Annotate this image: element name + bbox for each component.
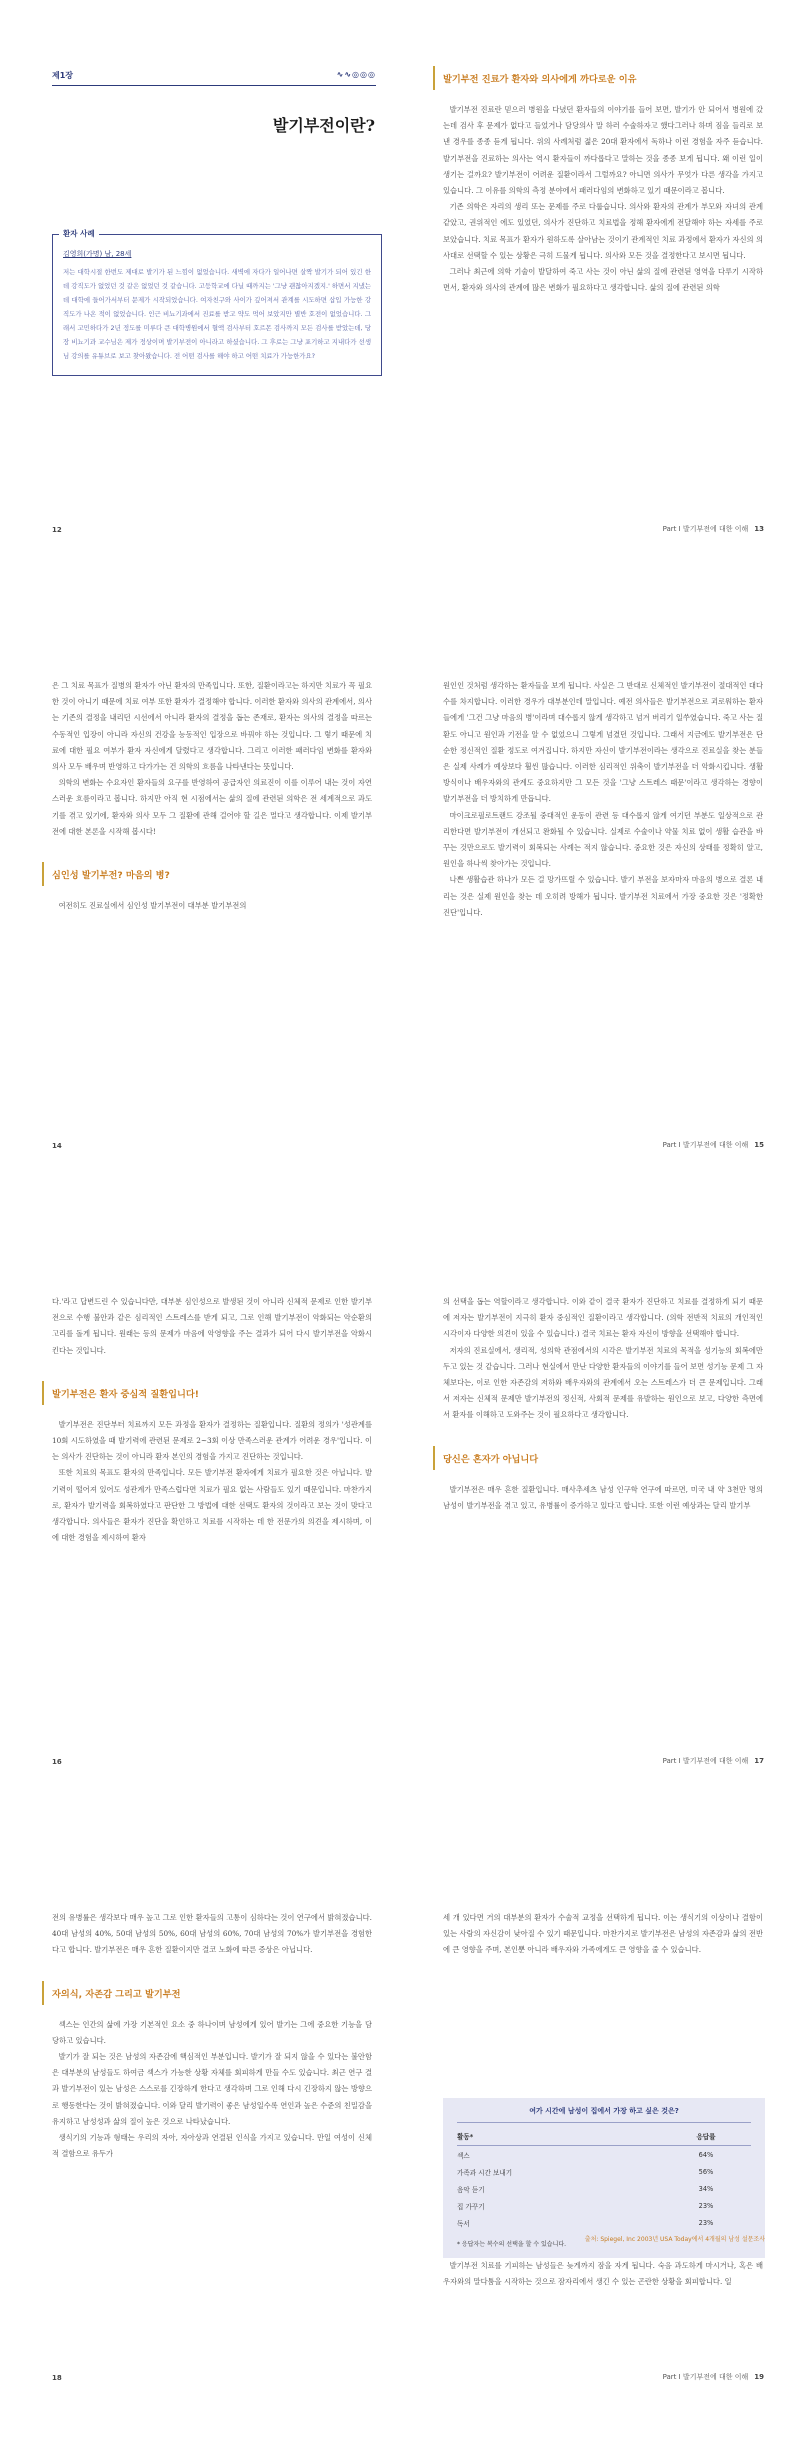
running-head: Part I 발기부전에 대한 이해	[662, 1757, 749, 1765]
paragraph: 원인인 것처럼 생각하는 환자들을 보게 됩니다. 사실은 그 반대로 신체적인 발기부전이 절대적인 대다수를 차지합니다. 이러한 경우가 대부분인데 말입니다. 예전 의사들은 발기부전으로 괴로워하는 환자들에게 '그건 그냥 마음의 병'이라며 대수롭지 않게 생각하고 넘겨 버리기 일쑤였습니다. 죽고 사는 질환도 아니고 원인과 기전을 알 수 없었으니 그렇게 넘겼던 것입니다. 그래서 지금에도 발기부전은 단순한 정신적인 질환 정도로 여겨집니다. 하지만 자신이 발기부전이라는 생각으로 진료실을 찾는 분들은 실제 사례가 예상보다 훨씬 많습니다. 이러한 심리적인 위축이 발기부전을 더 악화시킵니다. 생활 방식이나 배우자와의 관계도 중요하지만 그 모든 것을 '그냥 스트레스 때문'이라고 생각하는 경향이 발기부전을 더 방치하게 만듭니다.	[443, 681, 763, 804]
paragraph: 발기가 잘 되는 것은 남성의 자존감에 핵심적인 부분입니다. 발기가 잘 되지 않을 수 있다는 불안함은 대부분의 남성들도 하여금 섹스가 가능한 상황 자체를 회피하게 만들 수도 있습니다. 최근 연구 결과 발기부전이 있는 남성은 스스로를 긴장하게 한다고 생각하며 그로 인해 다시 긴장하지 않는 방향으로 행동한다는 것이 밝혀졌습니다. 이와 달리 발기력이 좋은 남성일수록 연인과 높은 수준의 친밀감을 유지하고 남성성과 삶의 질이 높은 것으로 나타났습니다.	[52, 2052, 372, 2126]
section-heading: 발기부전 진료가 환자와 의사에게 까다로운 이유	[433, 66, 763, 90]
table-title: 여가 시간에 남성이 집에서 가장 하고 싶은 것은?	[457, 2106, 751, 2123]
page-number: 12	[52, 526, 62, 534]
activity-cell: 음악 듣기	[457, 2185, 485, 2194]
folio	[663, 524, 764, 534]
paragraph: 의 선택을 돕는 역할이라고 생각합니다. 이와 같이 결국 환자가 진단하고 치료를 결정하게 되기 때문에 저자는 발기부전이 지극히 환자 중심적인 질환이라고 생각합니다. (의학 전반적 치료의 개인적인 시각이자 다양한 의견이 있을 수 있습니다.) 결국 치료는 환자 자신이 방향을 선택해야 합니다.	[443, 1297, 763, 1339]
paragraph: 은 그 치료 목표가 질병의 환자가 아닌 환자의 만족입니다. 또한, 질환이라고는 하지만 치료가 꼭 필요한 것이 아니기 때문에 치료 여부 또한 환자가 결정해야 합니다. 이러한 환자와 의사의 관계에서, 의사는 기존의 결정을 내리던 시선에서 아니라 환자의 결정을 돕는 존재로, 환자는 의사의 결정을 따르는 수동적인 입장이 아니라 자신의 건강을 능동적인 입장으로 바꿔야 하는 것입니다. 그 렇기 때문에 치료에 대한 필요 여부가 환자 자신에게 달렸다고 생각합니다. 그리고 이러한 패러다임 변화를 환자와 의사 모두 배우며 반영하고 다가가는 건 의학의 흐름을 나타낸다는 뜻입니다.	[52, 681, 372, 772]
page-number: 17	[754, 1757, 764, 1765]
running-head: Part I 발기부전에 대한 이해	[662, 525, 749, 533]
folio	[52, 526, 62, 534]
spread-12-13	[0, 0, 810, 560]
body-text	[52, 1910, 372, 2162]
paragraph: 마이크로필로트랜드 강조될 중대적인 운동이 관련 등 대수롭지 않게 여기던 부분도 일상적으로 관리한다면 발기부전이 개선되고 완화될 수 있습니다. 실제로 수술이나 약물 치료 없이 생활 습관을 바꾸는 것만으로도 발기력이 회복되는 사례는 적지 않습니다. 중요한 것은 자신의 상태를 정확히 알고, 원인을 하나씩 찾아가는 것입니다.	[443, 810, 763, 869]
table-footnote: * 응답자는 복수의 선택을 할 수 있습니다.	[457, 2241, 567, 2248]
paragraph: 여전히도 진료실에서 심인성 발기부전이 대부분 발기부전의	[58, 901, 247, 911]
activity-cell: 섹스	[457, 2151, 470, 2160]
header-activity: 활동*	[457, 2127, 661, 2146]
body-text-after-table	[443, 2258, 763, 2290]
paragraph: 그러나 최근에 의학 기술이 발달하여 죽고 사는 것이 아닌 삶의 질에 관련된 영역을 다루기 시작하면서, 환자와 의사의 관계에 많은 변화가 필요하다고 생각합니다. 삶의 질에 관련된 의학	[443, 267, 763, 293]
case-box	[52, 229, 382, 376]
body-text	[443, 1910, 763, 1959]
percent-cell: 23%	[698, 2201, 714, 2210]
percent-cell: 34%	[698, 2184, 714, 2193]
section-heading: 심인성 발기부전? 마음의 병?	[42, 862, 372, 886]
paragraph: 발기부전 진료란 믿으러 병원을 다녔던 환자들의 이야기를 들어 보면, 발기가 안 되어서 병원에 갔는데 검사 후 문제가 없다고 들었거나 담당의사 말 하러 수술하자고 했다그러나 하며 짐을 들리로 보낸 경우를 종종 듣게 됩니다. 위의 사례처럼 젊은 20대 환자에서 독하나 이런 경험을 자주 듣습니다. 발기부전을 진료하는 의사는 역시 환자들이 까다롭다고 말하는 것을 종종 보게 됩니다. 왜 이런 일이 생기는 걸까요? 발기부전이 어려운 질환이라서 그럴까요? 아니면 의사가 무엇가 다른 생각을 가지고 있습니다. 그 이유를 의학의 측정 분야에서 패러다임의 변화하고 있기 때문이라고 봅니다.	[443, 105, 763, 196]
page-number: 14	[52, 1142, 62, 1150]
paragraph: 전의 유병률은 생각보다 매우 높고 그로 인한 환자들의 고통이 심하다는 것이 연구에서 밝혀졌습니다. 40대 남성의 40%, 50대 남성의 50%, 60대 남성의 60%, 70대 남성의 70%가 발기부전을 경험한다고 합니다. 발기부전은 매우 흔한 질환이지만 결코 노화에 따른 증상은 아닙니다.	[52, 1913, 372, 1955]
paragraph: 나쁜 생활습관 하나가 모든 걸 망가뜨릴 수 있습니다. 발기 부전을 보자마자 마음의 병으로 결론 내리는 것은 실제 원인을 찾는 데 오히려 방해가 됩니다. 발기부전 치료에서 가장 중요한 것은 '정확한 진단'입니다.	[443, 875, 763, 917]
chapter-number: 제1장	[52, 71, 74, 80]
body-text	[52, 1294, 372, 1546]
folio	[52, 2374, 62, 2382]
folio	[52, 1758, 62, 1766]
table-row	[457, 2180, 751, 2197]
page-13	[405, 0, 810, 560]
percent-cell: 64%	[698, 2150, 714, 2159]
body-text	[443, 1294, 763, 1514]
table-row	[457, 2197, 751, 2214]
activity-cell: 독서	[457, 2219, 470, 2228]
header-percent: 응답률	[661, 2127, 751, 2146]
activity-cell: 가족과 시간 보내기	[457, 2168, 513, 2177]
chapter-label	[52, 70, 376, 86]
page-12	[0, 0, 405, 560]
paragraph: 다.'라고 답변드린 수 있습니다만, 대부분 심인성으로 발생된 것이 아니라 신체적 문제로 인한 발기부전으로 수행 불안과 같은 심리적인 스트레스를 받게 되고, 그로 인해 발기부전이 악화되는 악순환의 고리를 돌게 됩니다. 원래는 등의 문제가 마음에 악영향을 주는 결과가 되어 다시 발기부전을 악화시킨다는 것입니다.	[52, 1297, 372, 1355]
running-head: Part I 발기부전에 대한 이해	[662, 2373, 749, 2381]
page-19	[405, 1848, 810, 2408]
table-row	[457, 2163, 751, 2180]
chapter-ornament-icon: ∿∿◎◎◎	[336, 70, 376, 79]
activity-cell: 집 가꾸기	[457, 2202, 485, 2211]
paragraph: 저자의 진료실에서, 생리적, 성의학 관점에서의 시각은 발기부전 치료의 목적을 성기능의 회복에만 두고 있는 것 같습니다. 그러나 현실에서 만난 다양한 환자들의 이야기를 들어 보면 성기능 문제 그 자체보다는, 이로 인한 자존감의 저하와 배우자와의 관계에서 오는 스트레스가 더 큰 문제입니다. 그래서 저자는 신체적 문제만 발기부전의 정신적, 사회적 문제를 유발하는 원인으로 보고, 다양한 측면에서 환자를 이해하고 도와주는 것이 필요하다고 생각합니다.	[443, 1345, 763, 1420]
folio	[663, 2372, 764, 2382]
paragraph: 세 개 있다면 거의 대부분의 환자가 수술적 교정을 선택하게 됩니다. 이는 생식기의 이상이나 결함이 있는 사람의 자신감이 낮아질 수 있기 때문입니다. 마찬가지로 발기부전은 남성의 자존감과 삶의 전반에 큰 영향을 주며, 본인뿐 아니라 배우자와 가족에게도 큰 영향을 줄 수 있습니다.	[443, 1913, 763, 1955]
page-14	[0, 616, 405, 1176]
spread-16-17	[0, 1232, 810, 1792]
folio	[663, 1756, 764, 1766]
folio	[663, 1140, 764, 1150]
body-text	[52, 678, 372, 914]
paragraph: 발기부전은 매우 흔한 질환입니다. 매사추세츠 남성 인구학 연구에 따르면, 미국 내 약 3천만 명의 남성이 발기부전을 겪고 있고, 유병률이 증가하고 있다고 합니다. 또한 이런 예상과는 달리 발기부	[443, 1484, 763, 1510]
body-text	[443, 678, 763, 921]
page-18	[0, 1848, 405, 2408]
page-number: 18	[52, 2374, 62, 2382]
table-source: 출처: Spiegel, Inc 2003년 USA Today에서 4개월의 남성 설문조사	[584, 2236, 765, 2243]
paragraph: 발기부전 치료를 기피하는 남성들은 늦게까지 잠을 자게 됩니다. 숙음 과도하게 마시거나, 혹은 배우자와의 말다툼을 시작하는 것으로 잠자리에서 생긴 수 있는 곤란한 상황을 회피합니다. 일	[443, 2261, 763, 2287]
survey-table	[457, 2127, 751, 2231]
page-15	[405, 616, 810, 1176]
folio	[52, 1142, 62, 1150]
section-heading: 자의식, 자존감 그리고 발기부전	[42, 1981, 372, 2005]
case-text: 저는 대학시절 한번도 제대로 발기가 된 느낌이 없었습니다. 새벽에 자다가 일어나면 살짝 발기가 되어 있긴 한데 강직도가 없었던 것 같은 없었던 것 같습니다. 고등학교에 다닐 때까지는 '그냥 괜찮아지겠지.' 하면서 지냈는데 대학에 들어가서부터 문제가 시작되었습니다. 여자친구와 사이가 깊어져서 관계를 시도하면 삽입 가능한 강직도가 나온 적이 없었습니다. 인근 비뇨기과에서 진료를 받고 약도 먹어 보았지만 별반 호전이 없었습니다. 그래서 고민하다가 2년 정도를 미루다 큰 대학병원에서 혈액 검사부터 호르몬 검사까지 모든 검사를 받았는데, 당장 비뇨기과 교수님은 제가 정상이며 발기부전이 아니라고 하셨습니다. 그 후로는 그냥 포기하고 지내다가 선생님 강의를 유튜브로 보고 찾아왔습니다. 전 어떤 검사를 해야 하고 어떤 치료가 가능한가요?	[63, 268, 371, 360]
page-number: 16	[52, 1758, 62, 1766]
table-row	[457, 2146, 751, 2164]
spread-18-19	[0, 1848, 810, 2408]
paragraph: 또한 치료의 목표도 환자의 만족입니다. 모든 발기부전 환자에게 치료가 필요한 것은 아닙니다. 발기력이 떨어져 있어도 성관계가 만족스럽다면 치료가 필요 없는 사람들도 있기 때문입니다. 마찬가지로, 환자가 발기력을 회복하였다고 판단한 그 방법에 대한 선택도 환자의 것이라고 보는 것이 맞다고 생각합니다. 의사들은 환자가 진단을 확인하고 치료를 시작하는 데 한 전문가의 의견을 제시하며, 이에 대한 경험을 제시하여 환자	[52, 1468, 372, 1543]
spread-14-15	[0, 616, 810, 1176]
chapter-title: 발기부전이란?	[272, 116, 375, 135]
table-row	[457, 2214, 751, 2231]
section-heading: 당신은 혼자가 아닙니다	[433, 1446, 763, 1470]
page-number: 13	[754, 525, 764, 533]
case-caption: 환자 사례	[59, 228, 99, 239]
paragraph: 의학의 변화는 수요자인 환자들의 요구를 반영하여 공급자인 의료진이 이를 이루어 내는 것이 자연스러운 흐름이라고 봅니다. 하지만 아직 현 시점에서는 삶의 질에 관련된 의학은 전 세계적으로 과도기를 겪고 있기에, 환자와 의사 모두 그 질환에 관해 걸어야 할 길은 멀다고 생각합니다. 이제 발기부전에 대한 본론을 시작해 봅시다!	[52, 778, 372, 836]
paragraph: 발기부전은 진단부터 치료까지 모든 과정을 환자가 결정하는 질환입니다. 질환의 정의가 '성관계를 10회 시도하였을 때 발기력에 관련된 문제로 2~3회 이상 만족스러운 관계가 어려운 경우'입니다. 이는 의사가 진단하는 것이 아니라 환자 본인의 경험을 가지고 진단하는 것입니다.	[52, 1419, 372, 1462]
case-patient: 김영희(가명) 남, 28세	[63, 250, 132, 258]
table-header-row	[457, 2127, 751, 2146]
percent-cell: 56%	[698, 2167, 714, 2176]
running-head: Part I 발기부전에 대한 이해	[662, 1141, 749, 1149]
page-17	[405, 1232, 810, 1792]
page-number: 15	[754, 1141, 764, 1149]
paragraph: 섹스는 인간의 삶에 가장 기본적인 요소 중 하나이며 남성에게 있어 발기는 그에 중요한 기능을 담당하고 있습니다.	[52, 2019, 372, 2045]
paragraph: 생식기의 기능과 형태는 우리의 자아, 자아상과 연결된 인식을 가지고 있습니다. 만일 여성이 신체적 결함으로 유두가	[52, 2133, 372, 2159]
percent-cell: 23%	[698, 2218, 714, 2227]
page-16	[0, 1232, 405, 1792]
section-heading: 발기부전은 환자 중심적 질환입니다!	[42, 1381, 372, 1405]
page-number: 19	[754, 2373, 764, 2381]
body-text	[443, 62, 763, 296]
paragraph: 기존 의학은 자리의 생리 또는 문제를 주로 다룹습니다. 의사와 환자의 관계가 부모와 자녀의 관계 같았고, 권위적인 에도 있었던, 의사가 진단하고 치료법을 정해 환자에게 전달해야 하는 자세를 주로 보았습니다. 치료 목표가 환자가 원하도록 살아남는 것이기 관계적인 치료 과정에서 환자가 자신의 의사대로 선택할 수 있는 상황은 극히 드물게 됩니다. 의사와 모든 것을 결정한다고 보시면 됩니다.	[443, 202, 763, 260]
